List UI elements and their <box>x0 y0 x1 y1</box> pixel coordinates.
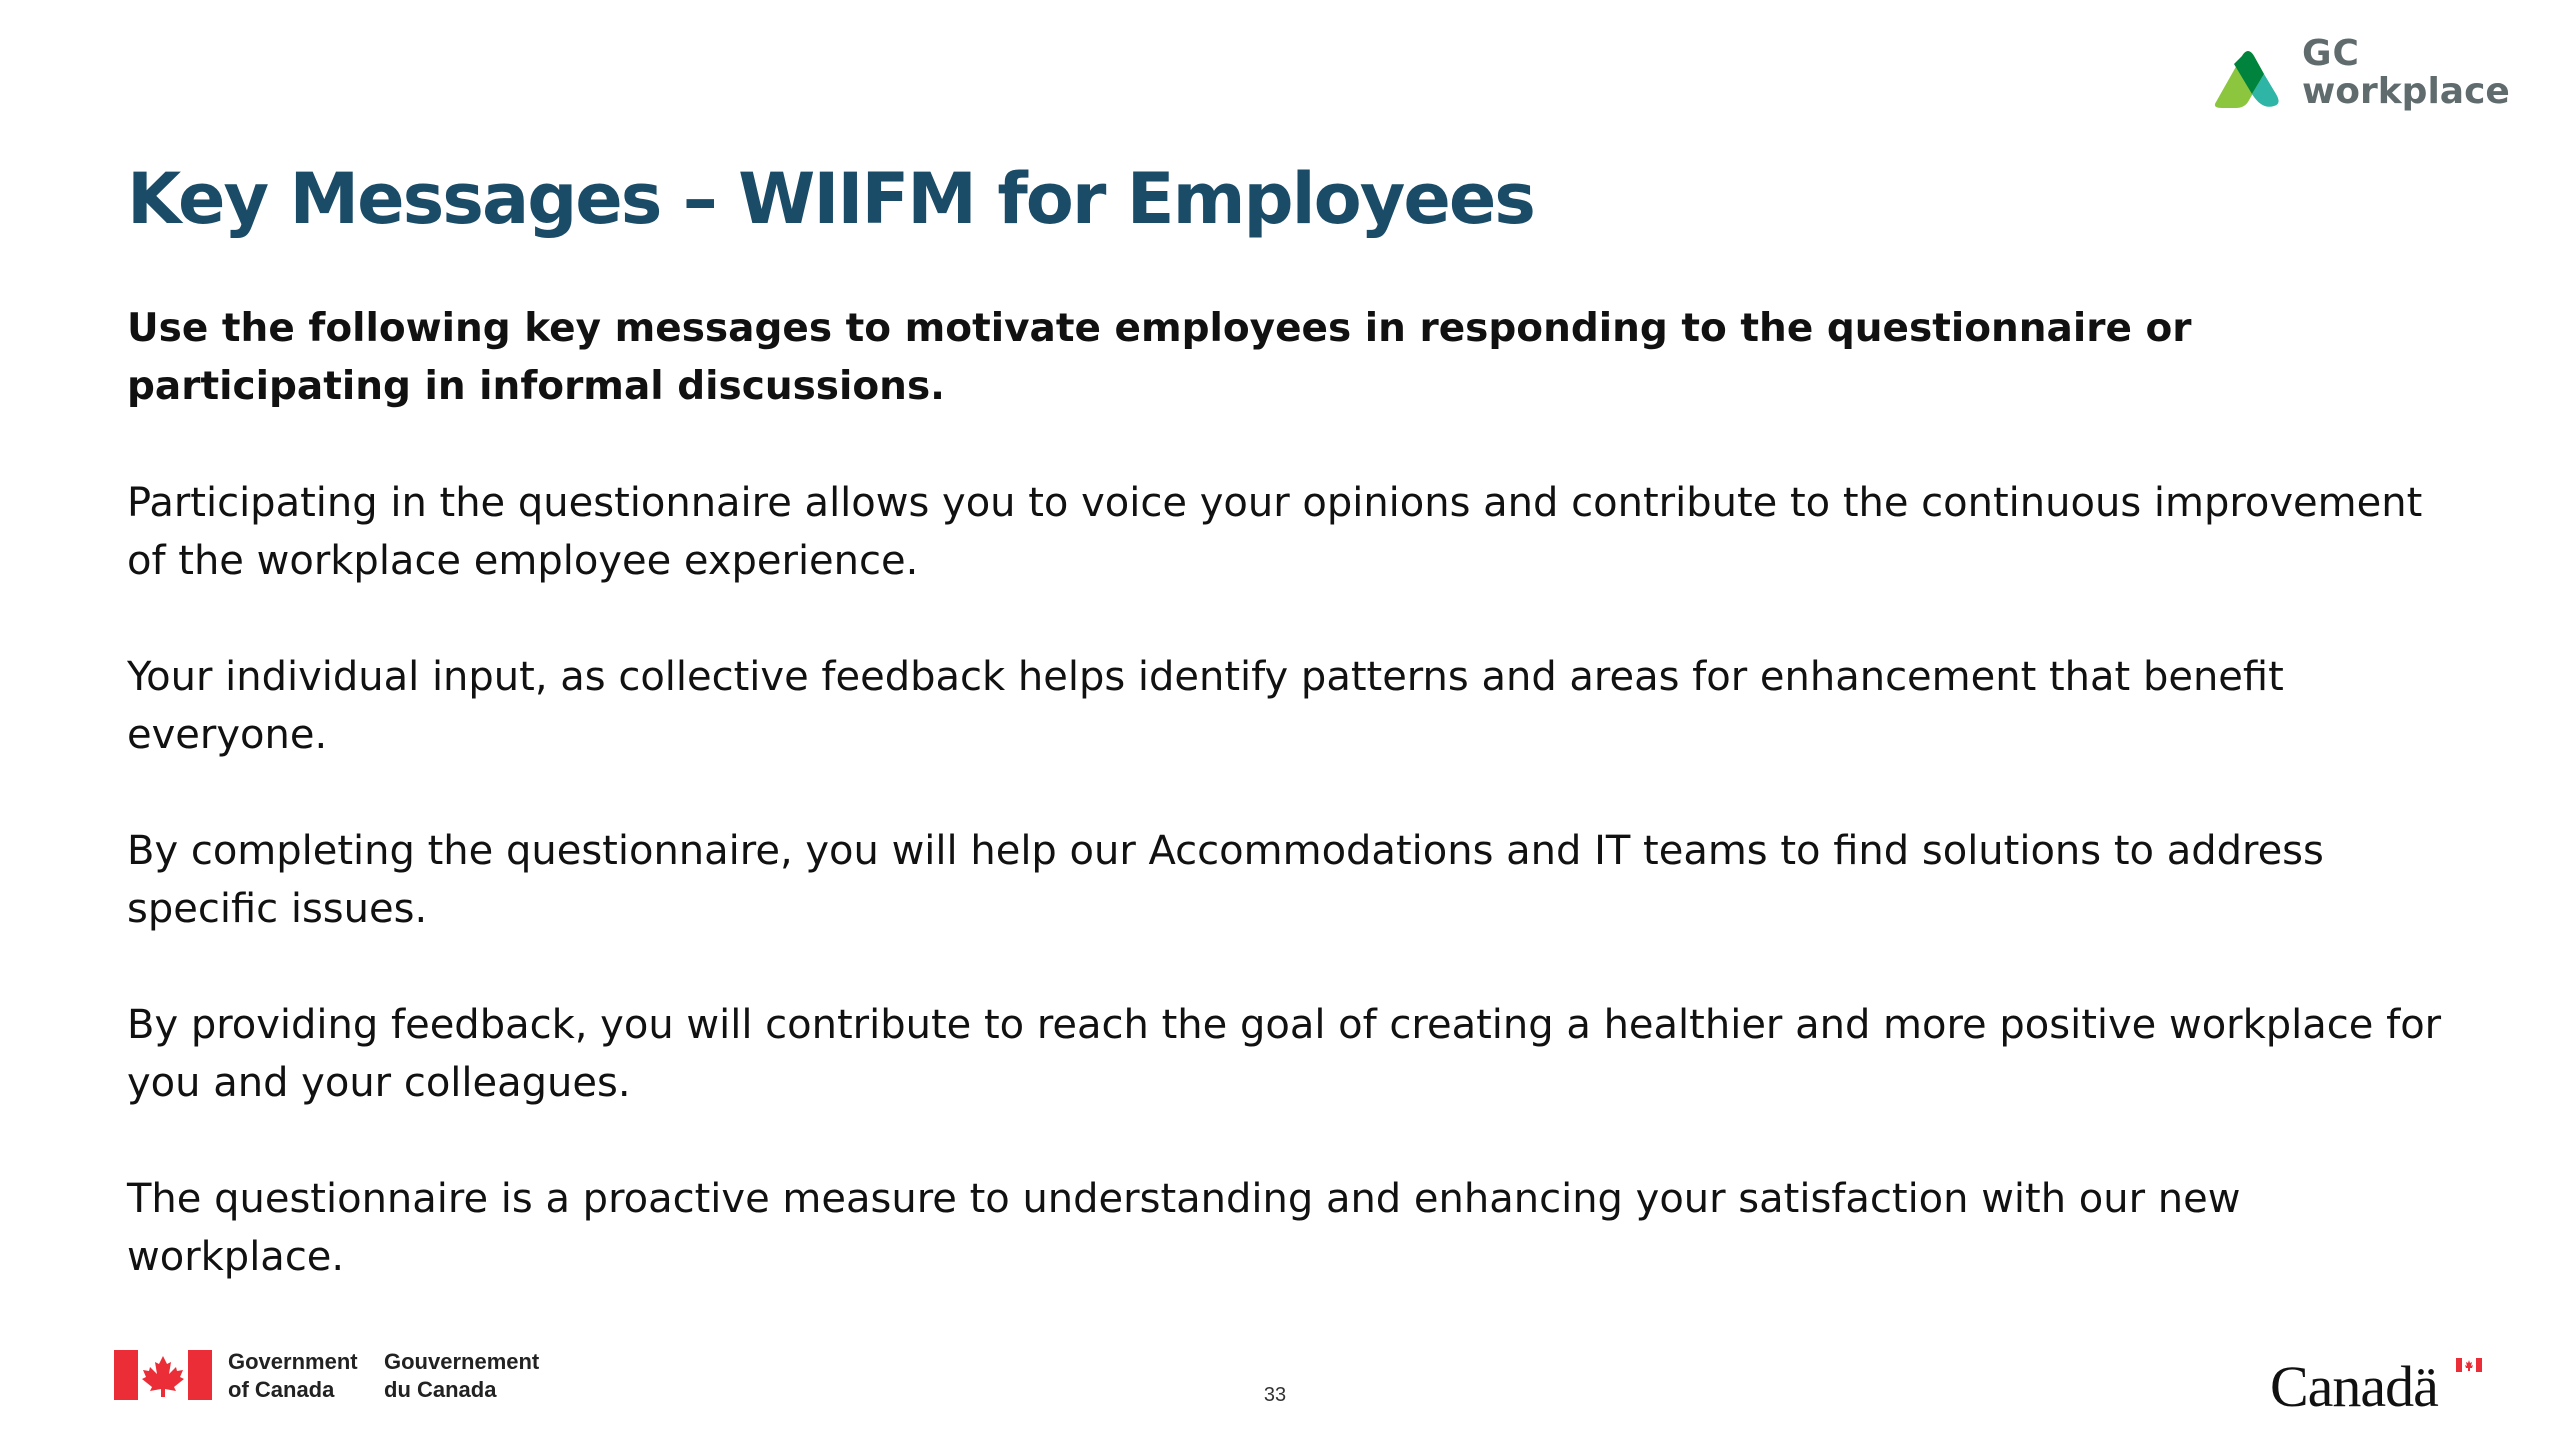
gc-logo-line2: workplace <box>2302 71 2510 112</box>
slide-body <box>127 300 2467 1344</box>
canada-flag-icon <box>114 1350 212 1400</box>
gc-workplace-logo-text <box>2302 33 2510 112</box>
key-message-2: Your individual input, as collective feedback helps identify patterns and areas for enhancement that benefit everyone. <box>127 654 2284 758</box>
canada-wordmark-flag-icon <box>2456 1358 2482 1372</box>
key-message-5: The questionnaire is a proactive measure to understanding and enhancing your satisfaction with our new workplace. <box>127 1176 2241 1280</box>
key-message-1: Participating in the questionnaire allows you to voice your opinions and contribute to the continuous improvement of the workplace employee experience. <box>127 480 2423 584</box>
slide-title: Key Messages – WIIFM for Employees <box>127 158 1534 240</box>
signature-fr-line2: du Canada <box>384 1377 497 1402</box>
signature-en-line2: of Canada <box>228 1377 335 1402</box>
signature-french <box>384 1348 539 1404</box>
page-number: 33 <box>1263 1384 1287 1406</box>
government-of-canada-signature <box>114 1348 564 1404</box>
key-message-4: By providing feedback, you will contribute to reach the goal of creating a healthier and more positive workplace for you and your colleagues. <box>127 1002 2442 1106</box>
key-message-3: By completing the questionnaire, you will help our Accommodations and IT teams to find solutions to address specific issues. <box>127 828 2324 932</box>
signature-fr-line1: Gouvernement <box>384 1349 540 1374</box>
signature-english <box>228 1348 358 1404</box>
canada-wordmark-text: Canadä <box>2270 1354 2438 1419</box>
gc-logo-line1: GC <box>2302 33 2360 74</box>
canada-wordmark <box>2270 1352 2490 1422</box>
gc-workplace-logo <box>2212 33 2510 116</box>
intro-paragraph: Use the following key messages to motivate employees in responding to the questionnaire or participating in informal discussions. <box>127 306 2192 409</box>
gc-workplace-logo-icon <box>2212 42 2296 110</box>
signature-en-line1: Government <box>228 1349 358 1374</box>
